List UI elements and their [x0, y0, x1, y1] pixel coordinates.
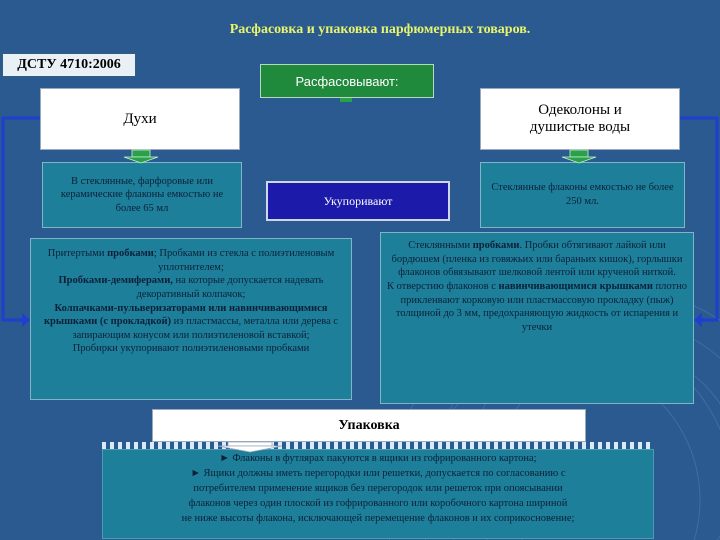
perfume-closure-p3b: Колпачками-пульверизаторами или навинчивающимися крышками (с прокладкой)	[43, 302, 328, 328]
packaging-line-5: не ниже высоты флакона, исключающей перемещение флаконов и их соприкосновение;	[181, 512, 575, 524]
perfume-box	[40, 88, 240, 150]
packaging-line-2: ► Ящики должны иметь перегородки или решетки, допускается по согласованию с	[190, 467, 566, 479]
slide-title: Расфасовка и упаковка парфюмерных товаров.	[229, 22, 531, 37]
cologne-box	[480, 88, 680, 150]
perfume-containers-box	[42, 162, 242, 228]
perfume-closure-p1a: Притертыми	[47, 248, 108, 259]
cologne-closure-p2c: плотно прикленвают корковую или пластмассовую прокладку (пыж) толщиной до 3 мм, предохраняющую жидкость от испарения и утечки	[395, 280, 687, 333]
packaging-line-1: ► Флаконы в футлярах пакуются в ящики из гофрированного картона;	[219, 453, 537, 464]
cologne-containers-text: Стеклянные флаконы емкостью не более 250 мл.	[491, 182, 674, 207]
packaging-line-3: потребителем применение ящиков без перегородок или решеток при опоясывании	[193, 482, 563, 494]
perfume-closure-p2c: на которые допускается надевать декоративный колпачок;	[136, 275, 324, 300]
pack-header-box	[260, 64, 434, 98]
perfume-closure-p2b: Пробками-демиферами,	[58, 275, 173, 287]
closure-label-box	[266, 181, 450, 221]
perfume-closure-p3c: из пластмассы, металла или дерева с запирающим конусом или полиэтиленовой вставкой;	[72, 316, 339, 341]
cologne-closure-p1c: . Пробки обтягивают лайкой или бордюшем (пленка из говяжьих или бараньих кишок), горлышки флаконов обвязывают шелковой лентой или крученой ниткой.	[391, 240, 683, 279]
perfume-closure-box	[30, 238, 352, 400]
perfume-closure-p4: Пробирки укупоривают полиэтиленовыми пробками	[72, 343, 310, 355]
dashed-divider	[102, 442, 654, 449]
packaging-label-box	[152, 409, 586, 442]
standard-label: ДСТУ 4710:2006	[2, 53, 136, 77]
packaging-line-4: флаконов через один плоской из гофрированного или коробочного картона шириной	[188, 497, 568, 509]
perfume-closure-p1c: ; Пробками из стекла с полиэтиленовым уплотнителем;	[153, 248, 335, 273]
cologne-closure-p2a: К отверстию флаконов с	[387, 280, 499, 292]
cologne-closure-p2b: навинчивающимися крышками	[498, 280, 653, 292]
cologne-closure-p1b: пробками	[472, 240, 520, 251]
cologne-closure-box	[380, 232, 694, 404]
cologne-header: Одеколоны и душистые воды	[529, 102, 631, 135]
perfume-containers-text: В стеклянные, фарфоровые или керамические флаконы емкостью не более 65 мл	[60, 175, 224, 214]
cologne-closure-p1a: Стеклянными	[408, 240, 473, 251]
perfume-closure-p1b: пробками	[107, 248, 154, 259]
packaging-rules	[102, 449, 654, 539]
cologne-containers-box	[480, 162, 685, 228]
pack-header-text: Расфасовывают:	[295, 73, 399, 89]
packaging-label: Упаковка	[338, 417, 400, 433]
perfume-header: Духи	[123, 110, 157, 127]
closure-label: Укупоривают	[323, 193, 393, 208]
